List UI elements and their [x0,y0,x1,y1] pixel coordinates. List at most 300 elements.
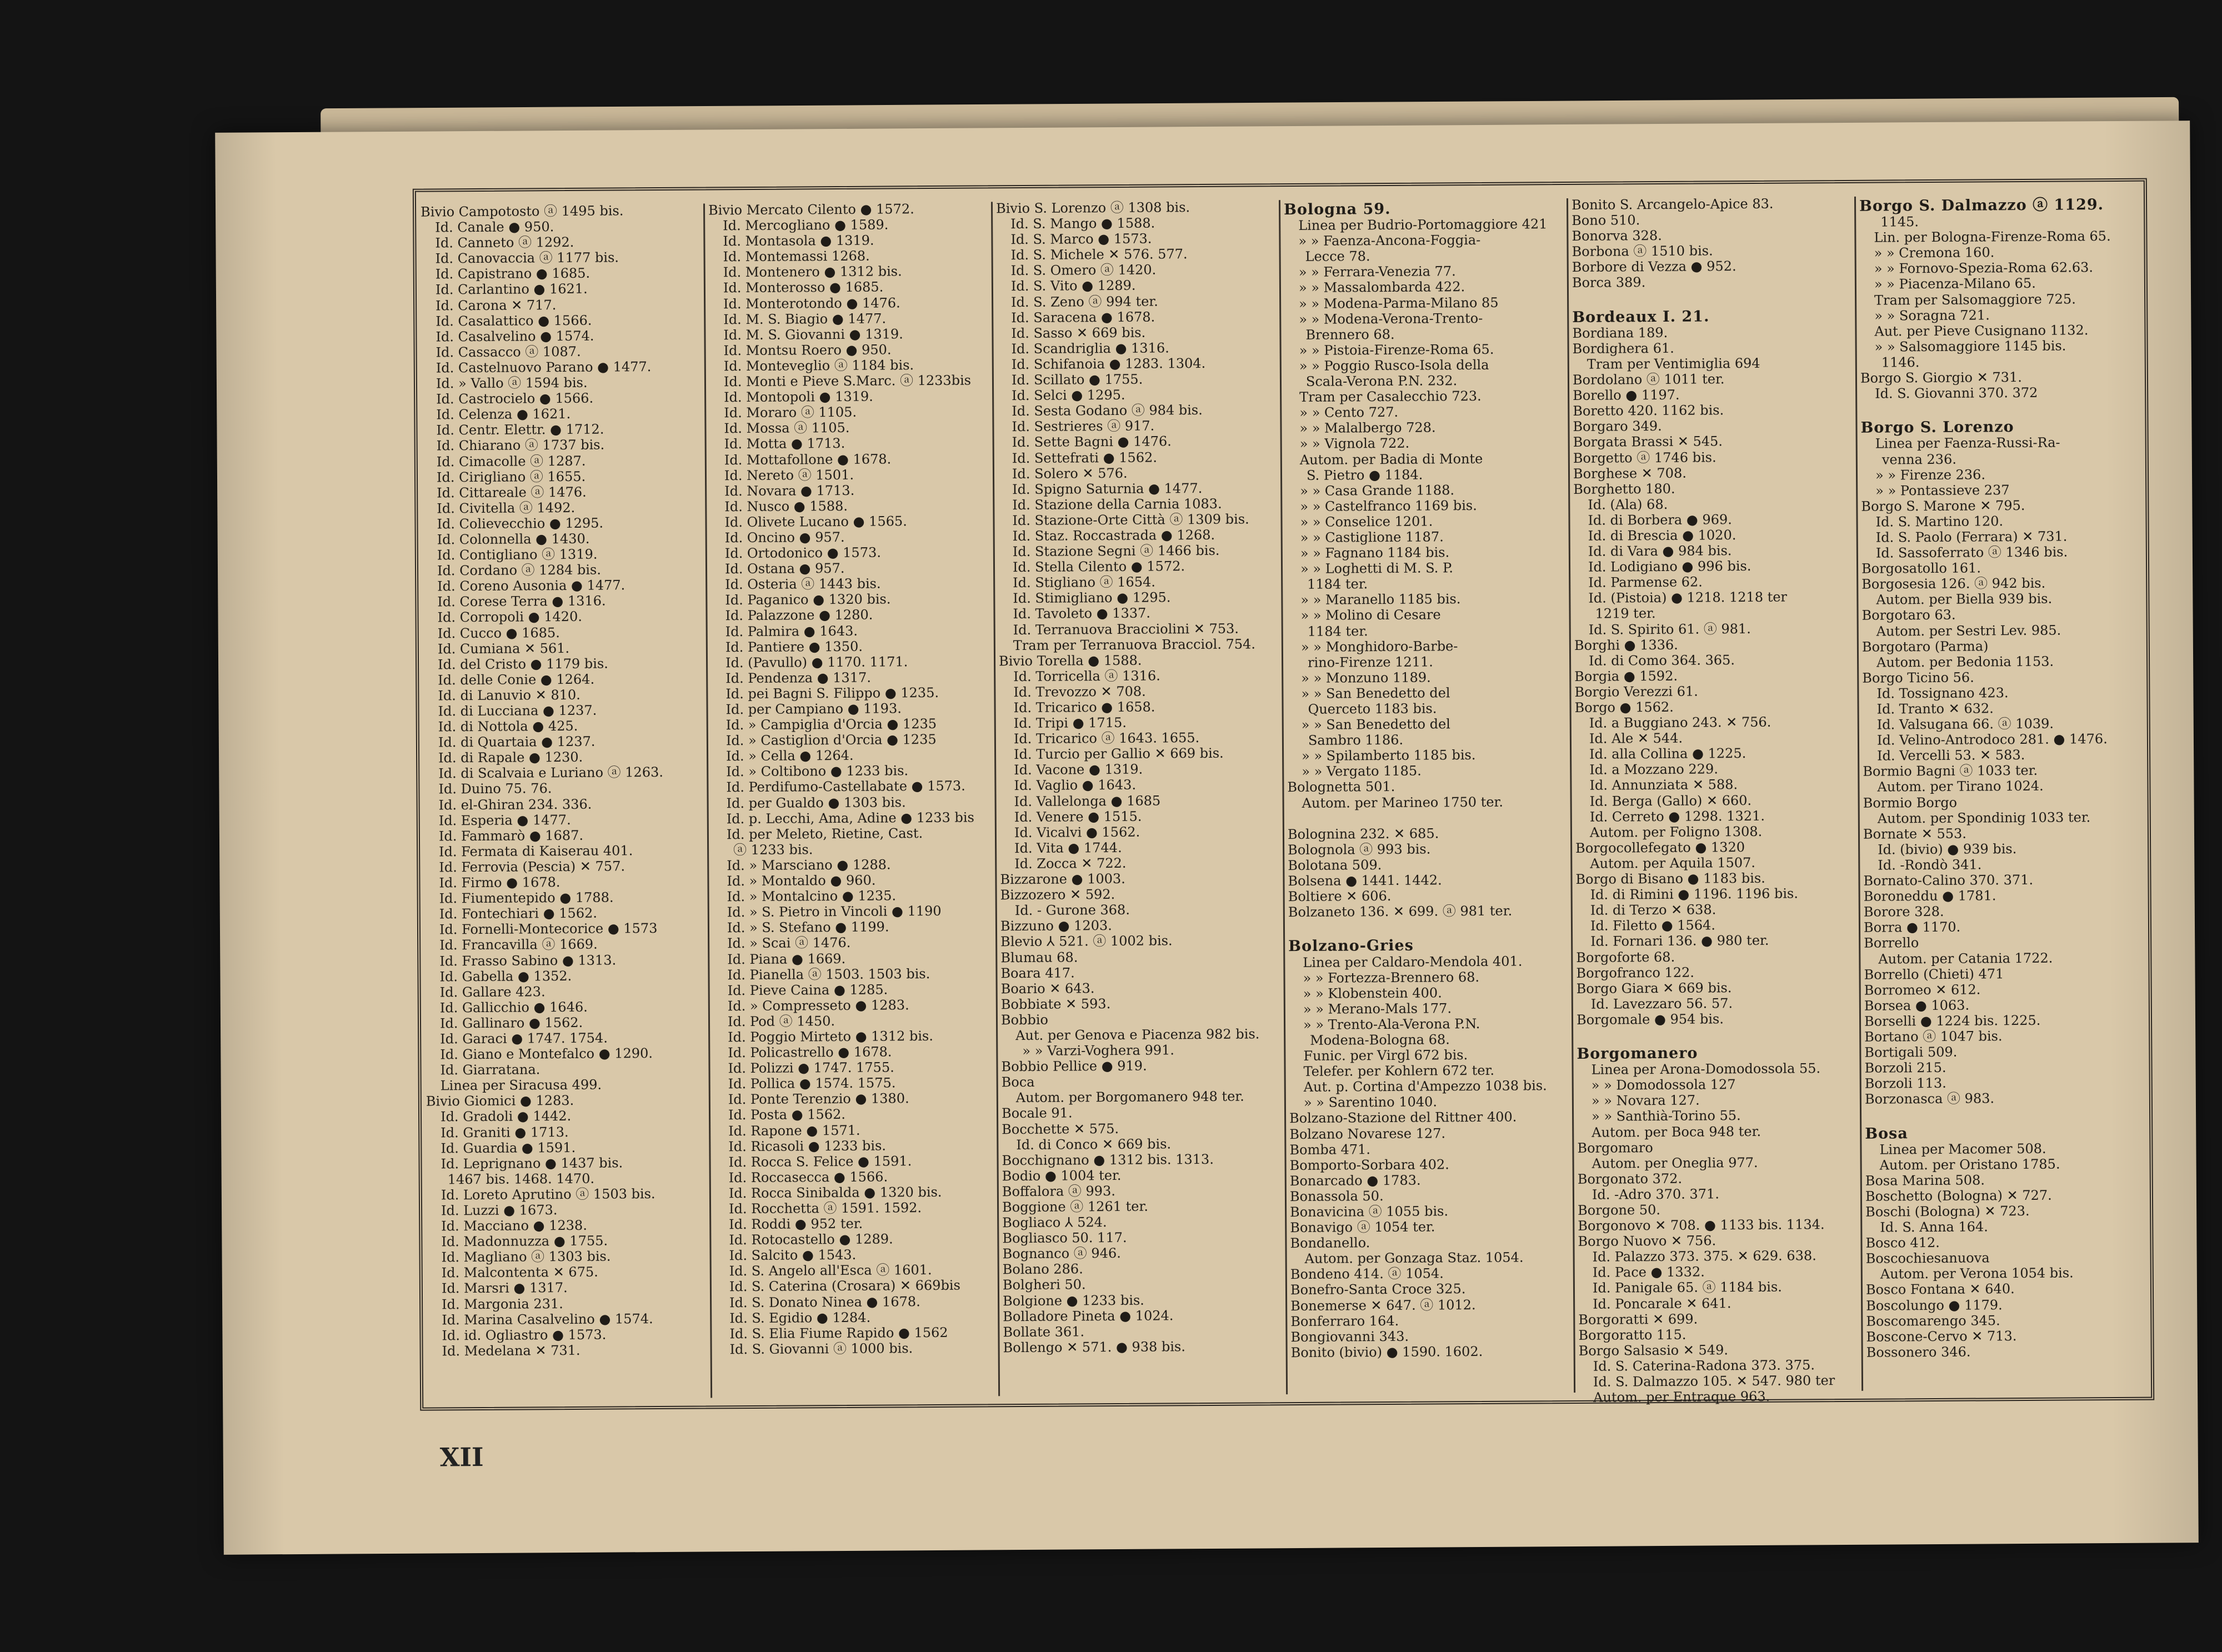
index-entry: Id. Pantiere ● 1350. [725,638,863,655]
index-entry: Id. Coreno Ausonia ● 1477. [437,577,625,594]
index-entry: Bonassola 50. [1289,1188,1384,1205]
index-entry: Lin. per Bologna-Firenze-Roma 65. [1874,228,2111,246]
index-entry: Id. Stazione della Carnia 1083. [1012,495,1222,513]
index-entry: Borgoforte 68. [1576,949,1675,965]
index-entry: Id. Stimigliano ● 1295. [1013,589,1171,607]
index-entry: Id. Canovaccia ⓐ 1177 bis. [435,249,619,267]
index-entry: Id. Tripi ● 1715. [1013,714,1127,732]
index-entry: Id. di Brescia ● 1020. [1588,527,1736,544]
index-entry: Borgaro 349. [1573,418,1662,435]
index-entry: Id. Civitella ⓐ 1492. [437,499,575,517]
index-entry: Borgotaro 63. [1861,607,1956,624]
index-entry: Id. Cordano ⓐ 1284 bis. [437,562,602,579]
index-entry: Scala-Verona P.N. 232. [1305,373,1458,389]
index-entry: Bolsena ● 1441. 1442. [1288,872,1442,889]
index-entry: Boca [1001,1074,1035,1090]
timetable-index-page [215,121,2199,1555]
index-entry: Borzoli 113. [1864,1075,1946,1092]
index-entry: Id. » Compresseto ● 1283. [727,997,909,1014]
index-entry: Id. Rotocastello ● 1289. [729,1231,893,1248]
index-entry: » » Conselice 1201. [1300,513,1433,530]
index-entry: Id. Pod ⓐ 1450. [727,1013,835,1030]
index-entry: » » Cremona 160. [1874,244,1995,261]
index-entry: Autom. per Oristano 1785. [1879,1156,2060,1173]
index-entry: Id. M. S. Biagio ● 1477. [723,311,887,327]
index-entry: Id. Graniti ● 1713. [441,1124,569,1140]
index-entry: Id. di Scalvaia e Luriano ⓐ 1263. [438,764,664,782]
index-entry: Id. Selci ● 1295. [1012,387,1125,404]
index-entry: Id. Sassoferrato ⓐ 1346 bis. [1875,544,2068,561]
index-entry: Borgetto ⓐ 1746 bis. [1573,449,1716,466]
index-entry [1288,918,1567,935]
index-entry: Id. S. Giovanni ⓐ 1000 bis. [729,1340,913,1358]
index-entry: Blumau 68. [1000,949,1078,965]
index-entry: Id. di Lanuvio ✕ 810. [438,687,580,704]
index-entry: Id. per Gualdo ● 1303 bis. [726,794,906,811]
index-entry [1572,289,1851,306]
index-entry: Id. Rocchetta ⓐ 1591. 1592. [728,1200,922,1217]
index-entry: Borgocollefegato ● 1320 [1575,839,1745,856]
index-entry: Id. Novara ● 1713. [724,482,855,499]
index-entry: Bogliaco ⅄ 524. [1002,1214,1107,1231]
index-entry: Bivio Campotosto ⓐ 1495 bis. [421,203,624,220]
index-entry: Id. Poncarale ✕ 641. [1593,1295,1731,1312]
index-entry: Id. delle Conie ● 1264. [438,671,595,688]
index-entry: Linea per Faenza-Russi-Ra- [1875,435,2060,452]
index-entry: Id. » S. Pietro in Vincoli ● 1190 [727,903,942,920]
index-entry: Bonarcado ● 1783. [1289,1172,1421,1189]
index-entry: Bizzuno ● 1203. [1000,918,1112,934]
index-entry: Brennero 68. [1305,326,1395,343]
index-entry: Autom. per Bedonia 1153. [1876,653,2054,670]
index-entry: Borgoratto 115. [1578,1326,1686,1343]
index-entry: Id. Medelana ✕ 731. [442,1342,580,1359]
index-entry: Bizzarone ● 1003. [1000,870,1125,888]
index-entry: Id. Centr. Elettr. ● 1712. [436,421,604,438]
index-entry: Bobbio [1000,1012,1049,1028]
index-entry: » » Modena-Parma-Milano 85 [1299,294,1499,312]
index-entry: » » Casa Grande 1188. [1300,482,1455,499]
index-entry: Id. Duino 75. 76. [438,780,552,797]
index-entry: » » Fortezza-Brennero 68. [1303,969,1480,986]
index-entry: Borgonato 372. [1577,1170,1683,1187]
index-entry: Id. Gallinaro ● 1562. [439,1014,583,1032]
index-entry: Bonavigo ⓐ 1054 ter. [1290,1219,1435,1236]
index-entry: Id. Piana ● 1669. [727,950,846,967]
index-entry: Id. di Vara ● 984 bis. [1588,543,1732,559]
index-entry: Id. Frasso Sabino ● 1313. [439,952,617,969]
section-heading: Bosa [1865,1124,1908,1143]
index-entry: Id. Stazione-Orte Città ⓐ 1309 bis. [1012,511,1249,529]
index-entry: Id. Nereto ⓐ 1501. [724,467,854,483]
index-entry: Id. Corese Terra ● 1316. [437,593,606,610]
index-entry: Borgo S. Marone ✕ 795. [1861,497,2025,514]
index-entry: Bobbio Pellice ● 919. [1001,1058,1147,1075]
index-entry: » » Monghidoro-Barbe- [1300,638,1458,655]
index-entry: Id. Sesta Godano ⓐ 984 bis. [1012,402,1203,419]
index-entry: Id. Rocca S. Felice ● 1591. [728,1153,912,1170]
index-entry: Id. Parmense 62. [1588,574,1703,591]
index-entry: Aut. per Genova e Piacenza 982 bis. [1015,1026,1260,1044]
index-entry: Id. Mossa ⓐ 1105. [724,420,850,437]
index-entry: Id. Vicalvi ● 1562. [1014,824,1140,840]
index-entry: Id. Gallare 423. [439,983,546,1000]
index-column-3 [992,199,1287,1399]
index-entry: Blevio ⅄ 521. ⓐ 1002 bis. [1000,933,1173,950]
index-entry: Id. Oncino ● 957. [724,529,845,546]
index-entry: Borgo Ticino 56. [1862,669,1974,686]
index-entry: » » Castelfranco 1169 bis. [1300,497,1477,514]
index-entry: Borgo di Bisano ● 1183 bis. [1575,870,1765,887]
index-entry: venna 236. [1881,451,1957,468]
index-entry: Id. S. Elia Fiume Rapido ● 1562 [729,1324,948,1342]
index-entry: Lecce 78. [1305,248,1370,265]
section-heading: Bologna 59. [1284,200,1391,219]
index-entry: Boschi (Bologna) ✕ 723. [1865,1203,2030,1220]
index-entry: » » Molino di Cesare [1300,607,1441,624]
index-entry: Borghetto 180. [1573,480,1675,497]
index-entry: Telefer. per Kohlern 672 ter. [1303,1063,1495,1080]
index-entry: » » Modena-Verona-Trento- [1299,310,1483,327]
index-entry: Borgotaro (Parma) [1861,638,1989,655]
index-entry: Bongiovanni 343. [1290,1328,1409,1345]
index-entry: Id. S. Dalmazzo 105. ✕ 547. 980 ter [1593,1373,1835,1390]
index-entry: Id. Settefrati ● 1562. [1012,449,1158,466]
index-entry [1865,1105,2145,1123]
index-entry: Id. Vallelonga ● 1685 [1014,793,1161,809]
index-entry: Id. Carona ✕ 717. [436,297,557,314]
index-entry: Id. Tricarico ⓐ 1643. 1655. [1013,730,1200,747]
index-entry: Id. Stella Cilento ● 1572. [1012,558,1185,575]
index-entry: » » Fagnano 1184 bis. [1300,544,1450,562]
index-entry: » » Loghetti di M. S. P. [1300,560,1454,577]
section-heading: Borgo S. Lorenzo [1860,418,2014,437]
section-heading: Borgo S. Dalmazzo ⓐ 1129. [1859,196,2104,215]
index-entry: Bortigali 509. [1864,1044,1958,1060]
index-entry: Id. Pace ● 1332. [1592,1264,1705,1281]
index-entry: Id. -Rondò 341. [1878,857,1982,873]
index-entry: Id. Panigale 65. ⓐ 1184 bis. [1592,1279,1782,1296]
index-entry: Borbona ⓐ 1510 bis. [1572,243,1713,260]
index-entry: Borzonasca ⓐ 983. [1864,1090,1995,1108]
index-entry: Id. Tavoleto ● 1337. [1013,605,1151,622]
index-column-5 [1567,196,1862,1405]
index-entry: Autom. per Sestri Lev. 985. [1876,622,2061,639]
index-entry: Bolognina 232. ✕ 685. [1287,825,1439,842]
index-entry: Borghi ● 1336. [1574,637,1678,653]
index-entry: Autom. per Spondinig 1033 ter. [1877,809,2091,827]
index-entry: Bolognetta 501. [1287,779,1395,795]
index-entry: Funic. per Virgl 672 bis. [1303,1047,1468,1064]
index-entry: Autom. per Oneglia 977. [1592,1154,1758,1172]
index-entry: Autom. per Verona 1054 bis. [1880,1265,2074,1282]
index-entry: Id. Margonia 231. [442,1295,563,1312]
index-entry: Id. Olivete Lucano ● 1565. [724,513,907,530]
index-entry: » » Varzi-Voghera 991. [1022,1042,1175,1059]
index-entry: Id. Cittareale ⓐ 1476. [437,484,587,501]
index-entry: Tram per Salsomaggiore 725. [1874,291,2076,308]
index-entry: Linea per Budrio-Portomaggiore 421 [1298,216,1548,234]
index-entry: » » Maranello 1185 bis. [1300,591,1461,608]
index-entry: Querceto 1183 bis. [1308,700,1437,717]
index-entry: Id. Cucco ● 1685. [437,624,560,641]
index-entry: » » Fornovo-Spezia-Roma 62.63. [1874,259,2094,277]
index-entry: Bivio Giomici ● 1283. [426,1093,574,1109]
index-entry: Id. Palazzo 373. 375. ✕ 629. 638. [1592,1248,1816,1265]
index-entry: Borore 328. [1863,904,1944,920]
index-entry: Bosco Fontana ✕ 640. [1865,1281,2015,1298]
index-entry: Boffalora ⓐ 993. [1002,1183,1116,1200]
index-entry: Borgofranco 122. [1576,964,1695,981]
index-entry: Borgonovo ✕ 708. ● 1133 bis. 1134. [1578,1217,1825,1234]
index-entry: Autom. per Biella 939 bis. [1876,591,2053,608]
index-entry: Borgosatollo 161. [1861,560,1981,577]
index-entry: Id. alla Collina ● 1225. [1589,745,1746,763]
index-entry: Id. S. Egidio ● 1284. [729,1309,871,1326]
index-column-1 [416,203,711,1403]
index-entry: Id. Montsu Roero ● 950. [723,342,892,359]
index-entry: Id. » Vallo ⓐ 1594 bis. [436,374,588,392]
index-entry: Id. Trevozzo ✕ 708. [1013,683,1146,700]
index-entry: Id. Polizzi ● 1747. 1755. [728,1059,894,1077]
index-entry: Borca 389. [1572,274,1646,291]
index-entry: Id. di Terzo ✕ 638. [1590,902,1716,919]
index-entry: Autom. per Catania 1722. [1878,950,2053,967]
index-entry: Id. Vaglio ● 1643. [1014,777,1137,794]
index-column-6 [1855,194,2151,1394]
index-entry: Borzoli 215. [1864,1060,1946,1076]
index-entry: » » Pistoia-Firenze-Roma 65. [1299,341,1494,358]
index-entry: Id. Sasso ✕ 669 bis. [1011,324,1146,341]
index-entry: Id. Castelnuovo Parano ● 1477. [436,359,652,376]
index-entry: Id. Scandriglia ● 1316. [1011,340,1169,357]
index-entry: Bormio Borgo [1863,794,1958,811]
index-entry: Id. Tricarico ● 1658. [1013,699,1155,716]
index-entry: » » Faenza-Ancona-Foggia- [1298,232,1481,249]
index-entry: Id. Torricella ⓐ 1316. [1013,668,1160,684]
index-entry: Id. el-Ghiran 234. 336. [438,796,592,813]
index-entry: Id. Pieve Caina ● 1285. [727,982,888,998]
index-entry: Id. Venere ● 1515. [1014,808,1142,825]
index-entry: Bivio Mercato Cilento ● 1572. [708,201,914,218]
index-entry: Id. Sette Bagni ● 1476. [1012,433,1172,450]
index-entry: Borgomaro [1577,1139,1653,1156]
index-entry: » » Vignola 722. [1299,435,1410,452]
index-entry: Id. S. Vito ● 1289. [1010,278,1136,294]
index-entry: » » San Benedetto del [1301,716,1450,733]
index-entry: Bolotana 509. [1288,857,1382,874]
index-entry: Id. Macciano ● 1238. [441,1217,587,1234]
index-entry: Bomba 471. [1289,1141,1371,1158]
index-entry: Boara 417. [1000,965,1075,981]
index-entry: » » Vergato 1185. [1302,763,1422,780]
index-entry: Id. » Montalcino ● 1235. [727,888,897,905]
index-entry: Id. (Pavullo) ● 1170. 1171. [725,654,908,671]
index-entry: Sambro 1186. [1308,732,1404,749]
index-entry: Id. Cumiana ✕ 561. [437,640,570,657]
index-entry: Boroneddu ● 1781. [1863,888,1996,904]
index-entry: Id. Pendenza ● 1317. [725,669,872,687]
index-entry: Id. Monterotondo ● 1476. [723,294,900,312]
index-entry: Modena-Bologna 68. [1310,1032,1450,1048]
index-entry: Id. Filetto ● 1564. [1590,917,1716,934]
index-entry: » » Monzuno 1189. [1301,669,1431,686]
index-entry: Id. S. Paolo (Ferrara) ✕ 731. [1875,528,2068,545]
index-entry: Id. S. Marco ● 1573. [1010,231,1152,248]
index-entry: Id. Francavilla ⓐ 1669. [439,937,598,953]
index-entry: Id. S. Caterina (Crosara) ✕ 669bis [729,1278,960,1295]
index-entry: Borrello [1864,935,1919,952]
index-entry: Boscolungo ● 1179. [1866,1296,2003,1314]
index-entry: Id. a Mozzano 229. [1589,761,1718,778]
index-entry: Id. Stazione Segni ⓐ 1466 bis. [1012,542,1220,560]
index-entry: Id. (Ala) 68. [1588,496,1668,513]
index-entry: » » Castiglione 1187. [1300,529,1444,545]
index-entry: Id. » Campiglia d'Orcia ● 1235 [725,716,937,733]
index-entry: Id. Motta ● 1713. [724,435,845,452]
index-entry: Id. Ale ✕ 544. [1589,730,1683,747]
index-entry: Bocchignano ● 1312 bis. 1313. [1002,1151,1214,1168]
index-entry: Borgo S. Giorgio ✕ 731. [1860,369,2022,386]
index-entry: Id. S. Donato Ninea ● 1678. [729,1293,920,1310]
index-entry: Id. Schifanoia ● 1283. 1304. [1011,355,1206,373]
index-entry: Autom. per Aquila 1507. [1590,854,1756,872]
index-column-2 [704,201,999,1401]
index-entry: Id. Palazzone ● 1280. [725,607,873,624]
index-entry: Id. di Quartaia ● 1237. [438,733,595,750]
index-entry: Bosa Marina 508. [1865,1172,1985,1189]
index-entry: » » Massalombarda 422. [1298,279,1465,296]
index-entry: Borgia ● 1592. [1574,668,1678,684]
index-entry: Borrello (Chieti) 471 [1864,965,2004,983]
index-entry: Aut. per Pieve Cusignano 1132. [1874,322,2089,339]
index-entry: Bolano 286. [1002,1261,1083,1278]
index-column-4 [1279,197,1574,1398]
index-entry: Id. Madonnuzza ● 1755. [441,1233,608,1250]
index-entry: Bivio S. Lorenzo ⓐ 1308 bis. [995,199,1190,217]
index-entry: Id. Turcio per Gallio ✕ 669 bis. [1013,745,1224,763]
index-entry: Bolzano Novarese 127. [1289,1125,1446,1142]
index-entry: » » Novara 127. [1591,1092,1700,1109]
index-entry: Id. Rocca Sinibalda ● 1320 bis. [728,1184,942,1202]
index-entry: Id. Luzzi ● 1673. [441,1202,558,1219]
index-entry: Id. Montenero ● 1312 bis. [723,263,902,281]
index-entry: Id. Pianella ⓐ 1503. 1503 bis. [727,965,930,983]
index-entry: Id. Tranto ✕ 632. [1876,700,1994,717]
index-entry: Id. Policastrello ● 1678. [728,1044,892,1061]
index-entry: Id. Monti e Pieve S.Marc. ⓐ 1233bis [723,372,972,390]
index-entry: Bolgheri 50. [1002,1276,1086,1293]
index-entry: Id. Gradoli ● 1442. [440,1108,572,1125]
index-entry: Id. Gabella ● 1352. [439,968,572,985]
index-entry: Bolzaneto 136. ✕ 699. ⓐ 981 ter. [1288,903,1513,920]
index-entry: Bonito S. Arcangelo-Apice 83. [1571,196,1774,213]
index-entry: Id. Osteria ⓐ 1443 bis. [725,575,881,593]
index-entry: » » Poggio Rusco-Isola della [1299,357,1489,374]
index-entry: Id. Castrocielo ● 1566. [436,390,594,407]
index-entry: » » Firenze 236. [1875,467,1986,483]
index-entry: Id. Saracena ● 1678. [1011,309,1155,326]
index-entry: Boretto 420. 1162 bis. [1573,402,1724,419]
index-entry: Id. (Pistoia) ● 1218. 1218 ter [1588,589,1788,607]
index-entry: Bizzozero ✕ 592. [1000,887,1115,903]
index-entry: » » Spilamberto 1185 bis. [1302,747,1476,764]
index-entry: Id. p. Lecchi, Ama, Adine ● 1233 bis [726,809,974,827]
index-entry: Bordiana 189. [1572,324,1668,341]
index-entry: Id. Velino-Antrodoco 281. ● 1476. [1876,731,2108,748]
index-entry: Id. S. Giovanni 370. 372 [1875,384,2038,402]
index-entry: Id. Ortodonico ● 1573. [724,544,882,562]
index-entry: » » Santhià-Torino 55. [1591,1108,1741,1125]
index-entry: Bornate ✕ 553. [1863,825,1967,842]
index-entry: Id. Giano e Montefalco ● 1290. [440,1045,653,1063]
index-entry: Borgo Salsasio ✕ 549. [1578,1342,1729,1359]
index-entry: 1219 ter. [1595,605,1656,622]
index-entry: Id. Esperia ● 1477. [438,812,571,829]
index-entry: Id. Giarratana. [440,1062,541,1078]
index-entry: Id. S. Mango ● 1588. [1010,215,1155,232]
index-entry: » » Merano-Mals 177. [1303,1000,1452,1017]
index-entry: Bormio Bagni ⓐ 1033 ter. [1863,763,2038,780]
index-entry: Id. - Gurone 368. [1014,902,1130,919]
index-entry: Id. S. Angelo all'Esca ⓐ 1601. [729,1262,932,1279]
index-entry: Id. Palmira ● 1643. [725,623,858,639]
index-entry: Bognanco ⓐ 946. [1002,1245,1121,1262]
index-entry: 1146. [1881,354,1920,371]
index-entry: Bordolano ⓐ 1011 ter. [1572,371,1725,388]
index-entry: Bobbiate ✕ 593. [1000,995,1111,1013]
index-entry: Linea per Caldaro-Mendola 401. [1303,953,1523,970]
index-entry: Linea per Siracusa 499. [440,1077,602,1094]
index-entry: Id. S. Anna 164. [1880,1219,1988,1235]
index-entry: Id. Moraro ⓐ 1105. [724,404,857,421]
index-entry: » » Domodossola 127 [1591,1077,1736,1094]
index-entry: Id. Rapone ● 1571. [728,1122,860,1139]
index-entry: Borgo Nuovo ✕ 756. [1578,1233,1716,1250]
index-entry: Id. » Marsciano ● 1288. [727,857,891,874]
index-entry: Id. Valsugana 66. ⓐ 1039. [1876,715,2054,733]
index-entry: Bomporto-Sorbara 402. [1289,1157,1449,1173]
index-entry: Id. Marina Casalvelino ● 1574. [442,1310,653,1328]
index-entry: Bolladore Pineta ● 1024. [1003,1308,1174,1324]
index-entry: Id. Colievecchio ● 1295. [437,515,604,532]
index-entry: Id. Cimacolle ⓐ 1287. [436,453,586,469]
index-entry: Id. Fermata di Kaiserau 401. [439,843,633,860]
index-entry: Id. Zocca ✕ 722. [1014,855,1127,872]
index-entry: Id. Fammarò ● 1687. [438,827,584,844]
index-entry: Id. Guardia ● 1591. [441,1139,576,1157]
index-entry: Id. Ricasoli ● 1233 bis. [728,1138,887,1154]
index-entry: Boscochiesanuova [1865,1250,1990,1267]
index-entry: Id. Fontechiari ● 1562. [439,905,598,922]
index-entry: Autom. per Marineo 1750 ter. [1302,794,1504,811]
index-entry: Id. » Montaldo ● 960. [727,872,876,889]
index-entry: Id. » Cella ● 1264. [726,748,854,764]
index-entry: Autom. per Entraque 963. [1593,1388,1770,1405]
index-entry: Id. Ferrovia (Pescia) ✕ 757. [439,858,625,875]
index-entry: Id. Fiumentepido ● 1788. [439,889,614,907]
index-entry: Id. a Buggiano 243. ✕ 756. [1589,714,1771,731]
index-entry: Id. -Adro 370. 371. [1592,1186,1719,1203]
index-entry: Id. Garaci ● 1747. 1754. [440,1030,608,1047]
index-entry: Bolognola ⓐ 993 bis. [1288,841,1431,858]
index-entry: Bonferraro 164. [1290,1313,1399,1329]
index-entry: Id. Berga (Gallo) ✕ 660. [1589,792,1752,809]
index-entry: Id. Vita ● 1744. [1014,839,1122,856]
index-entry: Tram per Ventimiglia 694 [1587,355,1760,372]
index-entry: 1184 ter. [1307,576,1368,593]
index-entry: Tram per Casalecchio 723. [1299,388,1482,406]
